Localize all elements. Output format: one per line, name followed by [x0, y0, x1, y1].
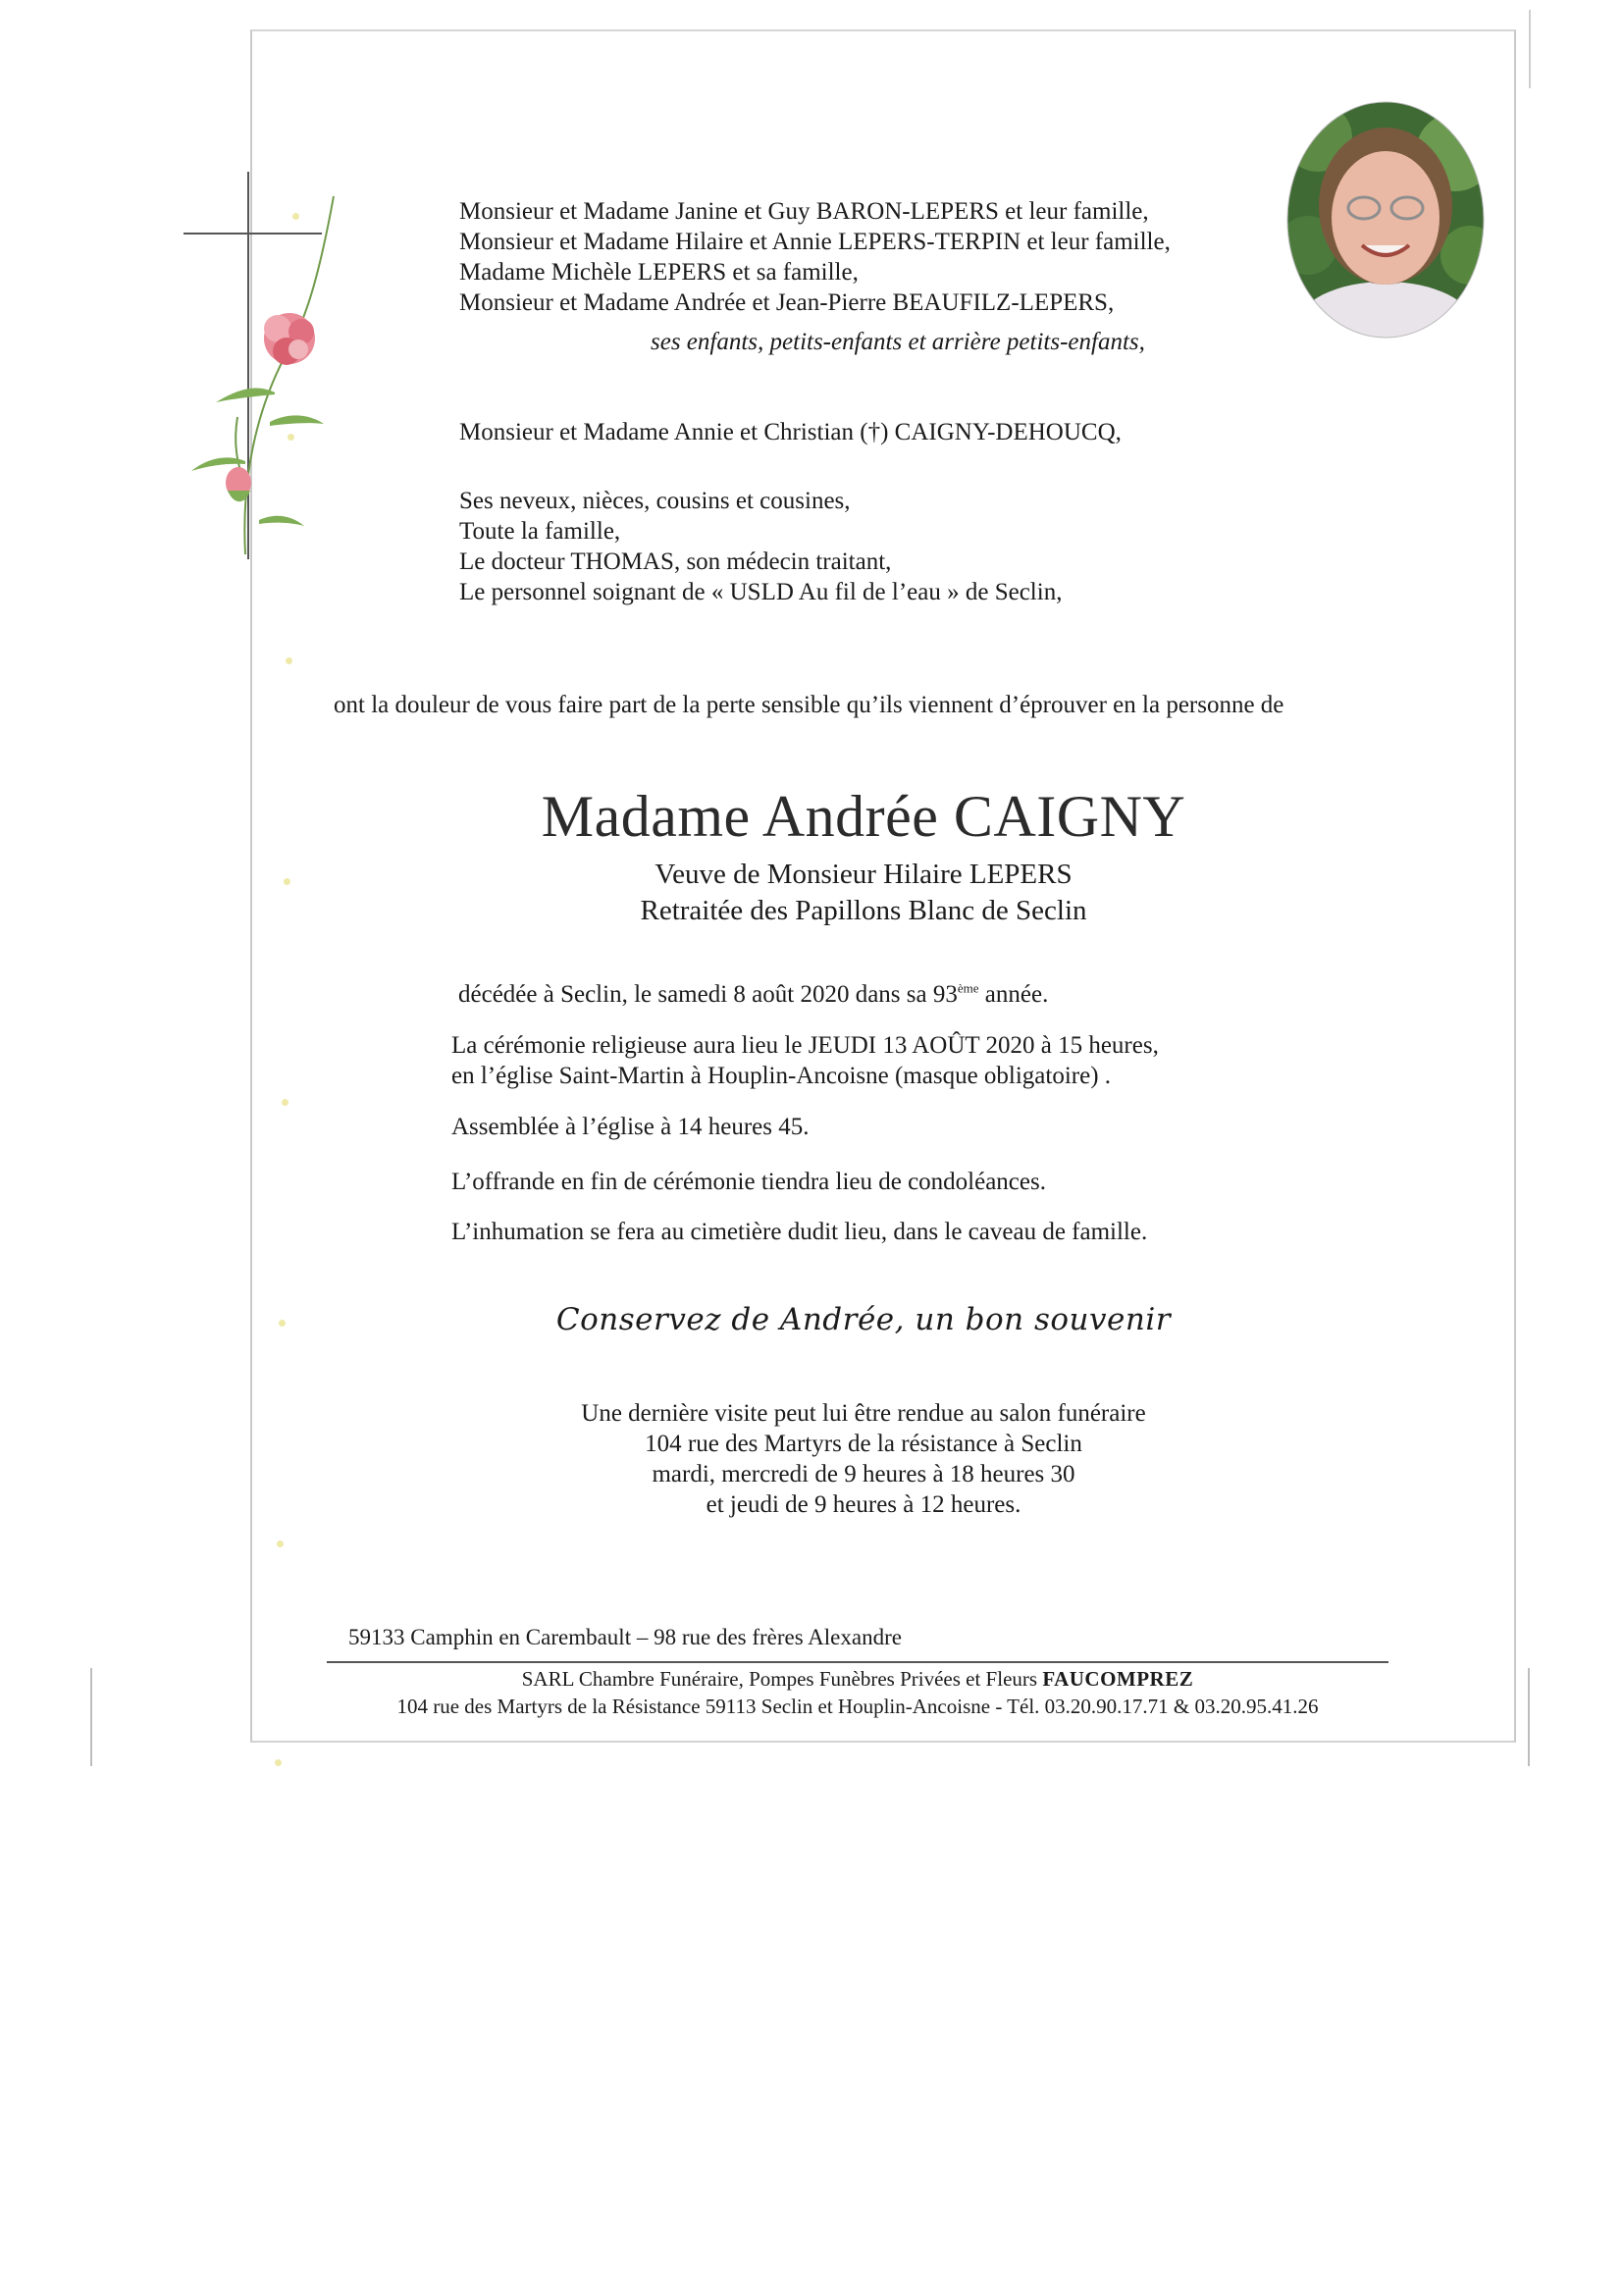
souvenir-phrase: Conservez de Andrée, un bon souvenir	[555, 1302, 1172, 1337]
mourner-line: Ses neveux, nièces, cousins et cousines,	[459, 488, 851, 514]
company-prefix: SARL Chambre Funéraire, Pompes Funèbres Privées et Fleurs	[521, 1667, 1038, 1691]
caigny-family-line: Monsieur et Madame Annie et Christian (†) CAIGNY-DEHOUCQ,	[459, 419, 1122, 445]
carnation-bud	[226, 467, 251, 501]
scan-dot	[284, 878, 290, 885]
company-name: FAUCOMPREZ	[1042, 1667, 1194, 1691]
death-suffix: année.	[978, 981, 1049, 1008]
visit-line: mardi, mercredi de 9 heures à 18 heures 30	[652, 1461, 1075, 1487]
family-line: Madame Michèle LEPERS et sa famille,	[459, 259, 859, 286]
deceased-retired: Retraitée des Papillons Blanc de Seclin	[640, 895, 1087, 926]
scan-dot	[275, 1759, 282, 1766]
offering-info: L’offrande en fin de cérémonie tiendra lieu de condoléances.	[451, 1169, 1046, 1195]
family-line: Monsieur et Madame Janine et Guy BARON-LEPERS et leur famille,	[459, 198, 1149, 225]
other-mourners	[459, 486, 1062, 607]
carnation-bloom	[264, 313, 315, 365]
funeral-company	[327, 1666, 1388, 1692]
footer-divider	[327, 1661, 1388, 1663]
death-text: décédée à Seclin, le samedi 8 août 2020 dans sa 93	[458, 981, 958, 1008]
burial-info: L’inhumation se fera au cimetière dudit lieu, dans le caveau de famille.	[451, 1219, 1148, 1245]
family-line: Monsieur et Madame Hilaire et Annie LEPERS-TERPIN et leur famille,	[459, 229, 1171, 255]
family-list	[459, 196, 1342, 318]
scan-dot	[277, 1540, 284, 1547]
scan-edge	[90, 1668, 92, 1766]
visit-line: et jeudi de 9 heures à 12 heures.	[706, 1491, 1021, 1518]
mourner-line: Le docteur THOMAS, son médecin traitant,	[459, 548, 892, 575]
ceremony-line: en l’église Saint-Martin à Houplin-Ancoisne (masque obligatoire) .	[451, 1063, 1112, 1089]
death-ordinal: ème	[957, 980, 979, 996]
deceased-widow-of: Veuve de Monsieur Hilaire LEPERS	[654, 859, 1073, 890]
scan-dot	[286, 657, 292, 664]
scan-dot	[282, 1099, 288, 1106]
assembly-info: Assemblée à l’église à 14 heures 45.	[451, 1114, 810, 1140]
family-line: Monsieur et Madame Andrée et Jean-Pierre BEAUFILZ-LEPERS,	[459, 289, 1115, 316]
death-notice	[458, 979, 1048, 1010]
visit-line: Une dernière visite peut lui être rendue au salon funéraire	[581, 1400, 1146, 1427]
mourner-line: Le personnel soignant de « USLD Au fil de l’eau » de Seclin,	[459, 579, 1063, 605]
funeral-contact: 104 rue des Martyrs de la Résistance 59113 Seclin et Houplin-Ancoisne - Tél. 03.20.90.17.71 & 03.20.95.41.26	[396, 1695, 1319, 1718]
family-subtitle: ses enfants, petits-enfants et arrière petits-enfants,	[651, 329, 1145, 355]
cross-flower-illustration	[177, 167, 353, 569]
scan-dot	[279, 1320, 286, 1327]
deceased-name: Madame Andrée CAIGNY	[541, 784, 1186, 849]
ceremony-line: La cérémonie religieuse aura lieu le JEUDI 13 AOÛT 2020 à 15 heures,	[451, 1032, 1159, 1059]
mourner-line: Toute la famille,	[459, 518, 621, 545]
family-address: 59133 Camphin en Carembault – 98 rue des frères Alexandre	[348, 1625, 902, 1649]
visit-info	[373, 1398, 1354, 1520]
announcement: ont la douleur de vous faire part de la perte sensible qu’ils viennent d’éprouver en la personne de	[334, 692, 1284, 718]
scan-edge	[1528, 1668, 1530, 1766]
visit-line: 104 rue des Martyrs de la résistance à Seclin	[645, 1431, 1082, 1457]
scan-edge	[1529, 10, 1531, 88]
ceremony-info	[451, 1030, 1159, 1091]
